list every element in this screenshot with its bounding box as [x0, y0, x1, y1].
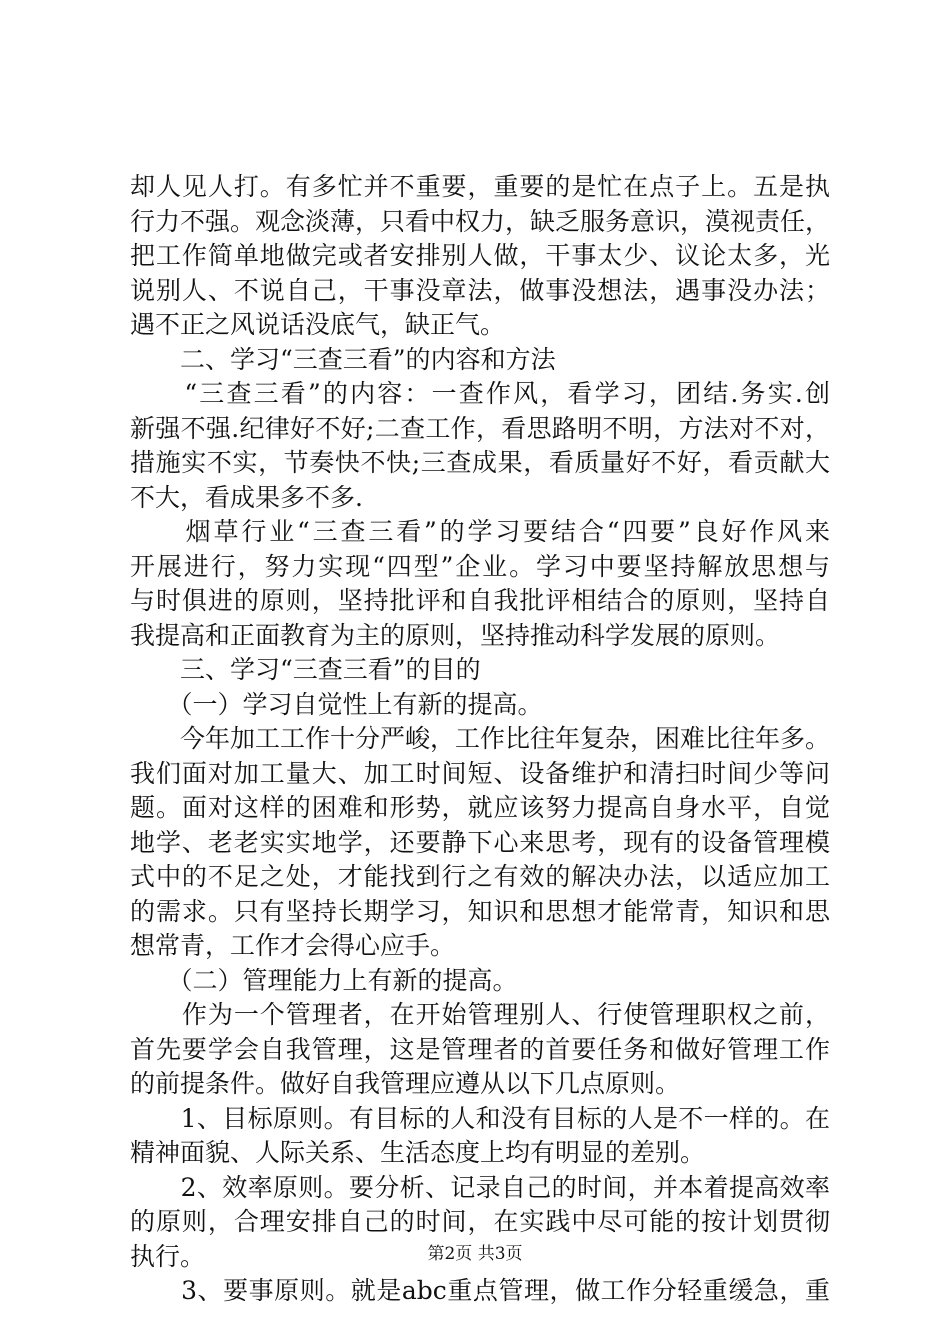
text-line: 开展进行，努力实现“四型”企业。学习中要坚持解放思想与: [130, 551, 830, 581]
text-line: 首先要学会自我管理，这是管理者的首要任务和做好管理工作: [130, 1034, 830, 1064]
text-line: 作为一个管理者，在开始管理别人、行使管理职权之前，: [130, 1000, 830, 1029]
text-line: 措施实不实，节奏快不快;三查成果，看质量好不好，看贡献大: [130, 448, 830, 477]
section-heading: 三、学习“三查三看”的目的: [130, 655, 481, 684]
text-line: 的需求。只有坚持长期学习，知识和思想才能常青，知识和思: [130, 896, 830, 926]
text-line: 我提高和正面教育为主的原则，坚持推动科学发展的原则。: [130, 620, 781, 650]
text-line: 执行。: [130, 1241, 206, 1271]
text-line: 3、要事原则。就是abc重点管理，做工作分轻重缓急，重: [130, 1276, 830, 1305]
text-line: 的原则，合理安排自己的时间，在实践中尽可能的按计划贯彻: [130, 1207, 830, 1236]
text-line: 想常青，工作才会得心应手。: [130, 931, 456, 960]
text-line: “三查三看”的内容：一查作风，看学习，团结.务实.创: [130, 379, 830, 408]
text-line: 精神面貌、人际关系、生活态度上均有明显的差别。: [130, 1138, 706, 1167]
text-line: 说别人、不说自己，干事没章法，做事没想法，遇事没办法；: [130, 275, 830, 305]
text-line: 新强不强.纪律好不好;二查工作，看思路明不明，方法对不对，: [130, 413, 830, 443]
text-line: 遇不正之风说话没底气，缺正气。: [130, 310, 506, 339]
text-line: 我们面对加工量大、加工时间短、设备维护和清扫时间少等问: [130, 758, 830, 788]
body-text: [130, 170, 830, 1309]
text-line: 行力不强。观念淡薄，只看中权力，缺乏服务意识，漠视责任，: [130, 206, 831, 236]
section-heading: 二、学习“三查三看”的内容和方法: [130, 344, 556, 374]
text-line: 烟草行业“三查三看”的学习要结合“四要”良好作风来: [130, 517, 830, 546]
text-line: 2、效率原则。要分析、记录自己的时间，并本着提高效率: [130, 1172, 830, 1202]
text-line: 不大，看成果多不多.: [130, 482, 363, 512]
text-line: 却人见人打。有多忙并不重要，重要的是忙在点子上。五是执: [130, 172, 830, 201]
text-line: 的前提条件。做好自我管理应遵从以下几点原则。: [130, 1069, 681, 1098]
text-line: 与时俱进的原则，坚持批评和自我批评相结合的原则，坚持自: [130, 586, 830, 615]
text-line: 题。面对这样的困难和形势，就应该努力提高自身水平，自觉: [130, 793, 830, 822]
text-line: 式中的不足之处，才能找到行之有效的解决办法，以适应加工: [130, 862, 830, 891]
text-line: 把工作简单地做完或者安排别人做，干事太少、议论太多，光: [130, 241, 830, 270]
subsection-heading: （一）学习自觉性上有新的提高。: [130, 689, 543, 719]
subsection-heading: （二）管理能力上有新的提高。: [130, 965, 518, 995]
text-line: 地学、老老实实地学，还要静下心来思考，现有的设备管理模: [130, 827, 830, 857]
text-line: 1、目标原则。有目标的人和没有目标的人是不一样的。在: [130, 1103, 830, 1133]
page-number: 第2页 共3页: [427, 1244, 523, 1264]
text-line: 今年加工工作十分严峻，工作比往年复杂，困难比往年多。: [130, 724, 831, 753]
